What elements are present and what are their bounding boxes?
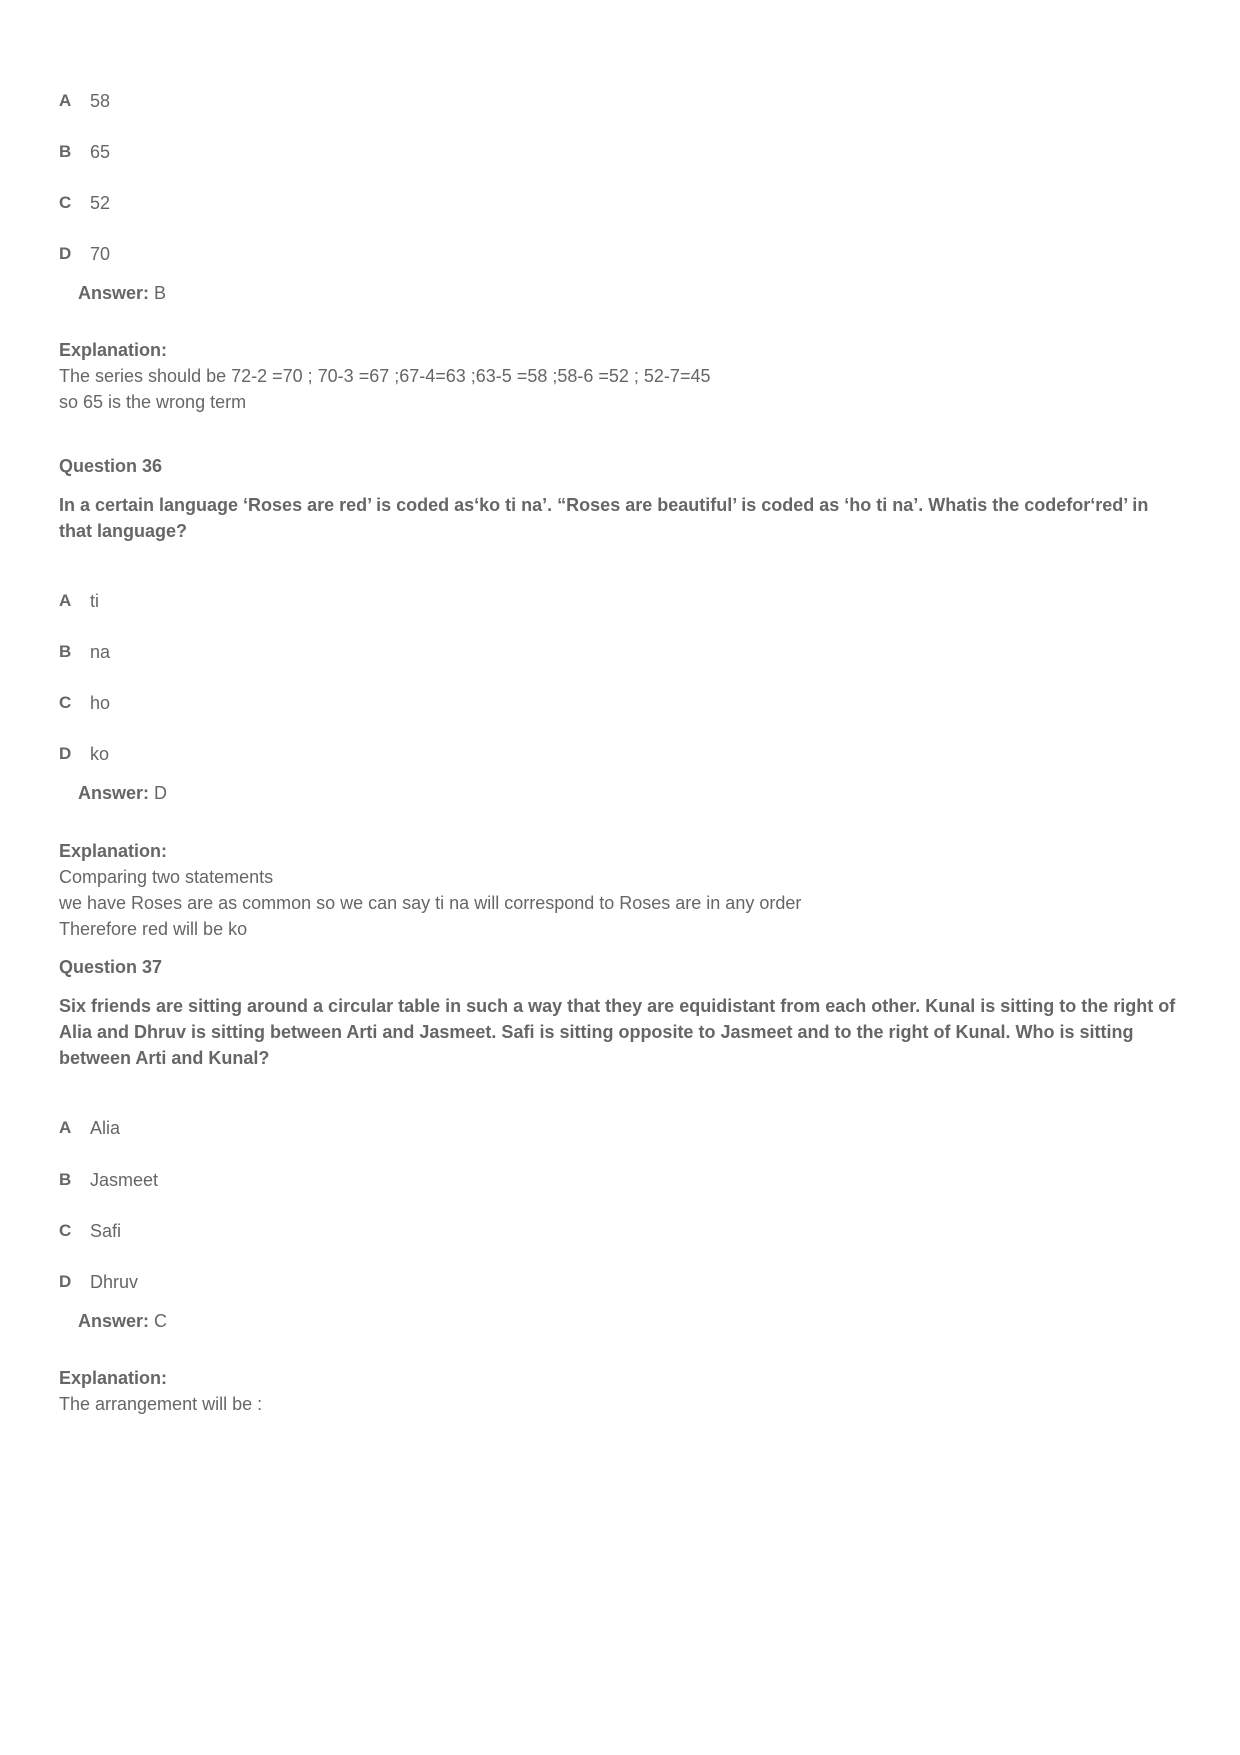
option-letter: B <box>59 1170 72 1189</box>
q37-option-a <box>59 1116 120 1140</box>
option-text: Dhruv <box>90 1272 139 1292</box>
q37-option-b <box>59 1168 158 1192</box>
q36-option-a <box>59 589 99 613</box>
option-text: 58 <box>90 91 111 111</box>
question-text: In a certain language ‘Roses are red’ is coded as‘ko ti na’. “Roses are beautiful’ is coded as ‘ho ti na’. Whatis the codefor‘red’ in that language? <box>59 495 1149 541</box>
q37-option-c <box>59 1219 121 1243</box>
option-letter: C <box>59 193 72 212</box>
q35-option-d <box>59 242 110 266</box>
option-letter: D <box>59 744 72 763</box>
q37-explanation-label: Explanation: <box>59 1368 168 1388</box>
q35-option-a <box>59 89 110 113</box>
option-letter: A <box>59 1118 72 1137</box>
option-letter: D <box>59 1272 72 1291</box>
option-text: Safi <box>90 1221 122 1241</box>
answer-label: Answer: <box>78 783 150 803</box>
q36-explanation-line: Comparing two statements <box>59 867 274 887</box>
answer-value: B <box>154 283 167 303</box>
option-text: na <box>90 642 111 662</box>
option-text: ti <box>90 591 99 611</box>
option-letter: A <box>59 91 72 110</box>
q35-answer <box>78 281 166 305</box>
q36-explanation-line: Therefore red will be ko <box>59 919 248 939</box>
answer-label: Answer: <box>78 1311 150 1331</box>
q36-answer <box>78 781 167 805</box>
answer-label: Answer: <box>78 283 150 303</box>
question-title: Question 37 <box>59 957 163 977</box>
option-letter: C <box>59 693 72 712</box>
answer-value: D <box>154 783 168 803</box>
q37-explanation-line: The arrangement will be : <box>59 1394 263 1414</box>
answer-value: C <box>154 1311 168 1331</box>
q36-option-d <box>59 742 109 766</box>
option-text: ho <box>90 693 111 713</box>
q35-explanation-line: The series should be 72-2 =70 ; 70-3 =67 ;67-4=63 ;63-5 =58 ;58-6 =52 ; 52-7=45 <box>59 366 711 386</box>
option-letter: B <box>59 142 72 161</box>
option-text: 70 <box>90 244 111 264</box>
option-text: Jasmeet <box>90 1170 159 1190</box>
option-letter: C <box>59 1221 72 1240</box>
option-letter: A <box>59 591 72 610</box>
q36-option-b <box>59 640 110 664</box>
option-text: ko <box>90 744 110 764</box>
q36-explanation-label: Explanation: <box>59 841 168 861</box>
option-text: Alia <box>90 1118 121 1138</box>
q37-option-d <box>59 1270 138 1294</box>
option-text: 65 <box>90 142 111 162</box>
q35-option-c <box>59 191 110 215</box>
question-text: Six friends are sitting around a circular table in such a way that they are equidistant from each other. Kunal is sitting to the right of Alia and Dhruv is sitting between Arti and Jasmeet. Safi is sitting opposite to Jasmeet and to the right of Kunal. Who is sitting between Arti and Kunal? <box>59 996 1176 1068</box>
q37-answer <box>78 1309 167 1333</box>
q36-explanation-line: we have Roses are as common so we can say ti na will correspond to Roses are in any order <box>59 893 802 913</box>
q35-explanation-label: Explanation: <box>59 340 168 360</box>
option-text: 52 <box>90 193 111 213</box>
q35-option-b <box>59 140 110 164</box>
q36-option-c <box>59 691 110 715</box>
question-title: Question 36 <box>59 456 163 476</box>
option-letter: D <box>59 244 72 263</box>
q35-explanation-line: so 65 is the wrong term <box>59 392 247 412</box>
option-letter: B <box>59 642 72 661</box>
